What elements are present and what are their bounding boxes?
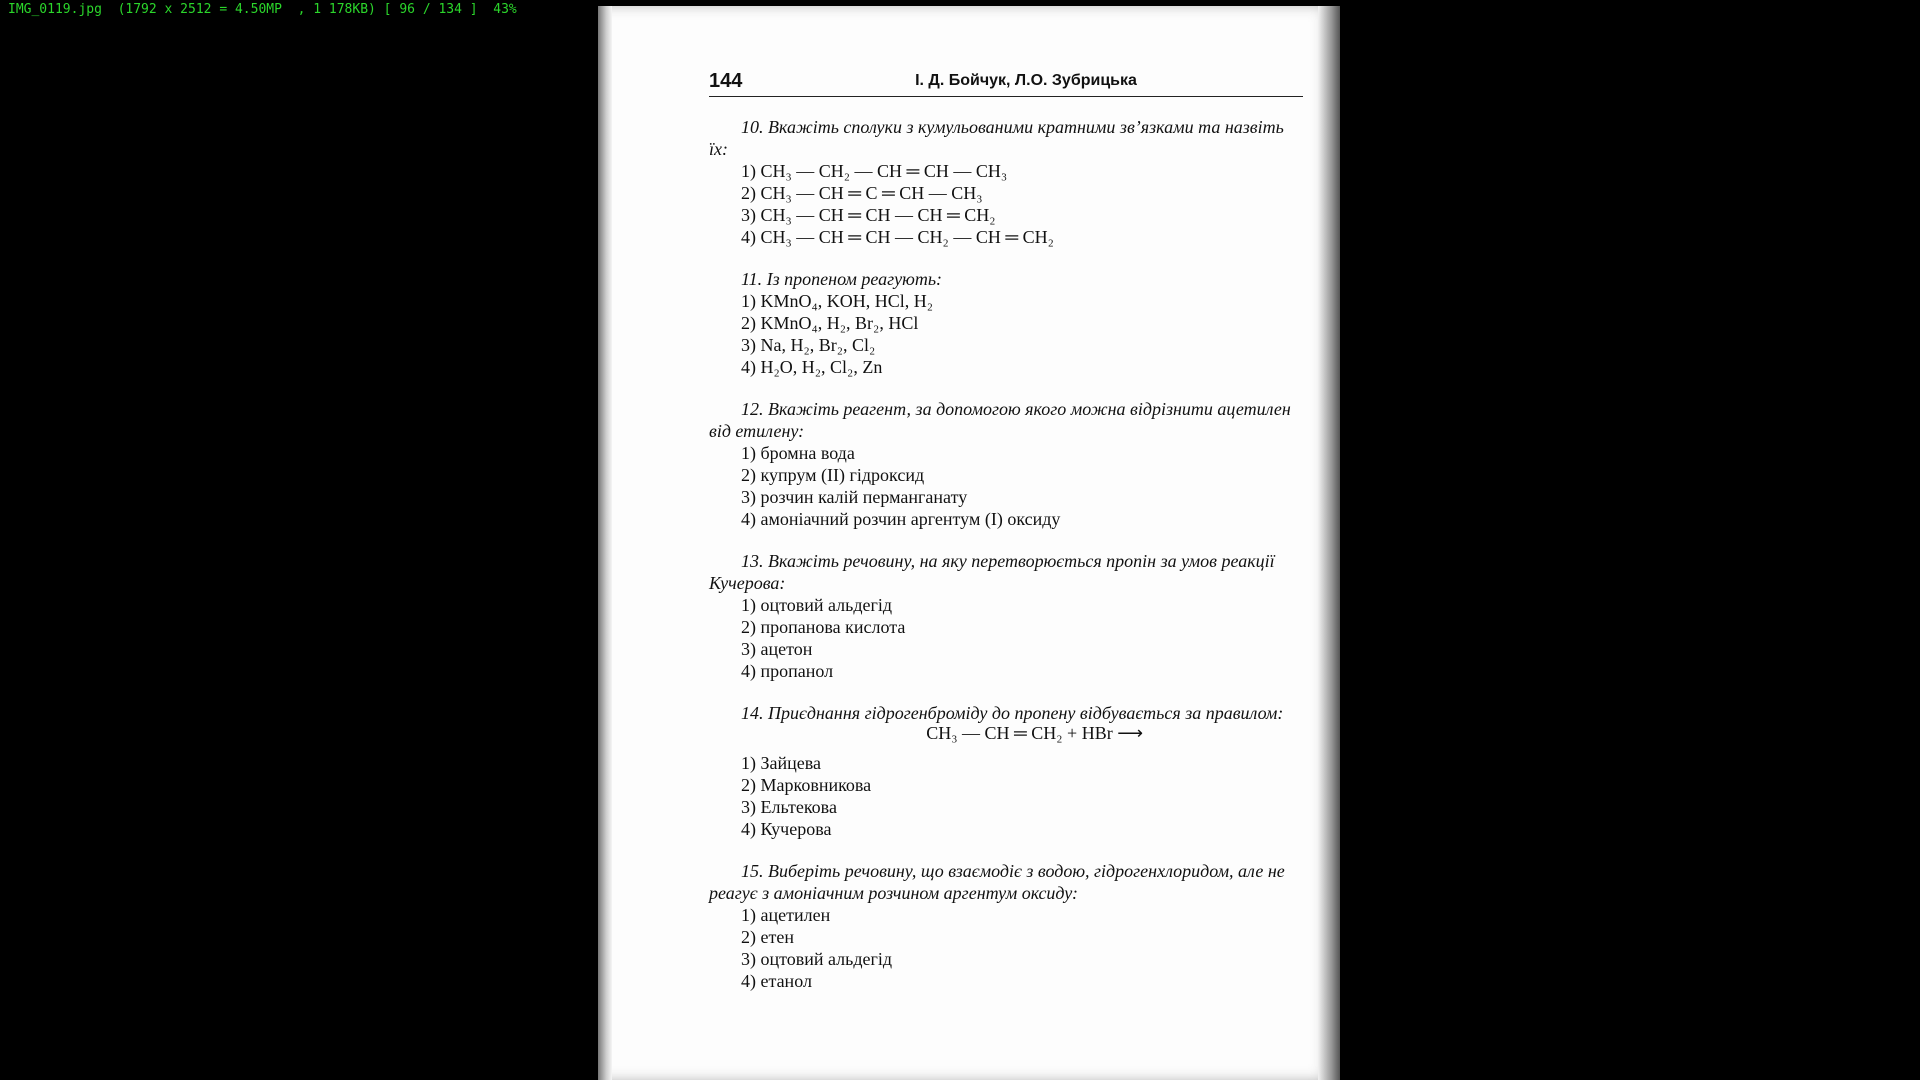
option: 3) Na, H₂, Br₂, Cl₂: [741, 335, 876, 355]
option: 2) Марковникова: [741, 775, 872, 795]
option: 4) CH₃ — CH ═ CH — CH₂ — CH ═ CH₂: [741, 227, 1054, 247]
page-header: [709, 70, 1303, 97]
option: 1) ацетилен: [741, 905, 831, 925]
option: 1) CH₃ — CH₂ — CH ═ CH — CH₃: [741, 161, 1008, 181]
option: 3) ацетон: [741, 639, 813, 659]
option: 4) H₂O, H₂, Cl₂, Zn: [741, 357, 883, 377]
option: 4) пропанол: [741, 661, 834, 681]
page-edge-shadow: [1318, 6, 1340, 1080]
scanned-book-page: [598, 6, 1340, 1080]
page-number: 144: [709, 70, 743, 92]
option: 2) KMnO₄, H₂, Br₂, HCl: [741, 313, 919, 333]
question-text: 12. Вкажіть реагент, за допомогою якого можна відрізнити ацетилен від етилену:: [709, 399, 1291, 441]
page-binding-shadow: [598, 6, 612, 1080]
option: 2) етен: [741, 927, 794, 947]
question-14: [709, 702, 1303, 840]
option: 1) оцтовий альдегід: [741, 595, 893, 615]
option: 1) Зайцева: [741, 753, 822, 773]
question-10: [709, 116, 1303, 248]
question-13: [709, 550, 1303, 682]
page-authors: І. Д. Бойчук, Л.О. Зубрицька: [915, 72, 1137, 89]
option: 3) розчин калій перманганату: [741, 487, 968, 507]
option: 2) CH₃ — CH ═ C ═ CH — CH₃: [741, 183, 983, 203]
option: 3) Ельтекова: [741, 797, 837, 817]
question-15: [709, 860, 1303, 992]
option: 4) етанол: [741, 971, 812, 991]
question-text: 14. Приєднання гідрогенброміду до пропену відбувається за правилом:: [741, 703, 1284, 723]
option: 2) купрум (II) гідроксид: [741, 465, 925, 485]
option: 2) пропанова кислота: [741, 617, 906, 637]
question-text: 11. Із пропеном реагують:: [741, 269, 943, 289]
option: 4) амоніачний розчин аргентум (I) оксиду: [741, 509, 1061, 529]
question-12: [709, 398, 1303, 530]
option: 3) CH₃ — CH ═ CH — CH ═ CH₂: [741, 205, 996, 225]
option: 1) бромна вода: [741, 443, 855, 463]
question-text: 15. Виберіть речовину, що взаємодіє з водою, гідрогенхлоридом, але не реагує з амоніачним розчином аргентум оксиду:: [709, 861, 1285, 903]
option: 3) оцтовий альдегід: [741, 949, 893, 969]
questions-list: [709, 116, 1303, 1012]
image-viewer-status: IMG_0119.jpg (1792 x 2512 = 4.50MP , 1 178KB) [ 96 / 134 ] 43%: [8, 2, 517, 17]
option: 4) Кучерова: [741, 819, 832, 839]
question-11: [709, 268, 1303, 378]
question-text: 10. Вкажіть сполуки з кумульованими кратними зв’язками та назвіть їх:: [709, 117, 1284, 159]
reaction-equation: CH₃ — CH ═ CH₂ + HBr ⟶: [926, 723, 1143, 743]
option: 1) KMnO₄, KOH, HCl, H₂: [741, 291, 934, 311]
question-text: 13. Вкажіть речовину, на яку перетворюється пропін за умов реакції Кучерова:: [709, 551, 1275, 593]
